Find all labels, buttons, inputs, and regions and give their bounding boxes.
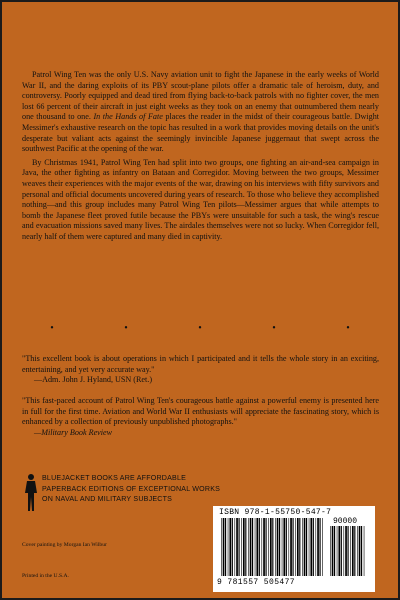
barcode-bar: [272, 518, 273, 576]
barcode-bar: [243, 518, 245, 576]
series-line-3: ON NAVAL AND MILITARY SUBJECTS: [42, 495, 173, 504]
barcode-bar: [299, 518, 300, 576]
barcode-bar: [309, 518, 310, 576]
barcode-bar: [255, 518, 256, 576]
barcode-bar: [268, 518, 269, 576]
ean-barcode: [221, 518, 325, 576]
barcode-bar: [266, 518, 267, 576]
barcode-bar: [345, 526, 347, 576]
barcode-bar: [348, 526, 349, 576]
barcode-bar: [223, 518, 225, 576]
barcode-bar: [330, 526, 331, 576]
barcode-bar: [250, 518, 252, 576]
quote-text: "This excellent book is about operations in which I participated and it tells the whole story in an exciting, entertaining, and yet very accurate way.": [22, 354, 379, 374]
addon-barcode: [330, 526, 366, 576]
barcode-bar: [283, 518, 285, 576]
barcode-bar: [322, 518, 323, 576]
barcode-bar: [232, 518, 233, 576]
review-quote-1: [22, 354, 379, 386]
barcode-bar: [279, 518, 280, 576]
printed-in-credit: Printed in the U.S.A.: [22, 573, 69, 579]
barcode-bar: [277, 518, 279, 576]
barcode-bar: [259, 518, 260, 576]
barcode-bar: [316, 518, 317, 576]
barcode-bar: [235, 518, 236, 576]
barcode-bar: [297, 518, 299, 576]
barcode-bar: [282, 518, 283, 576]
barcode-bar: [361, 526, 362, 576]
quote-attribution: —Adm. John J. Hyland, USN (Ret.): [34, 375, 153, 385]
barcode-bar: [364, 526, 365, 576]
barcode-bar: [302, 518, 303, 576]
description-text-1: Patrol Wing Ten was the only U.S. Navy aviation unit to fight the Japanese in the early weeks of World War II, and the daring exploits of its PBY scout-plane pilots offer a dramatic tale of heroism, duty, and controversy. Poorly equipped and dead tired from flying back-to-back patrols with no fighter cover, the men lost 66 percent of their aircraft in just eight weeks as they took on an enemy that outnumbered them nearly one thousand to one.: [22, 70, 379, 122]
description-text-1b: places the reader in the midst of their courageous battle. Dwight Messimer's exhaustive research on the topic has resulted in a work that provides moving details on the unit's desperate but valiant acts against the seemingly invincible Japanese juggernaut that swept across the southwest Pacific at the opening of the war.: [22, 112, 380, 154]
series-text: [42, 473, 282, 505]
barcode-bar: [352, 526, 354, 576]
barcode-bar: [252, 518, 253, 576]
book-title-inline: In the Hands of Fate: [93, 112, 163, 122]
barcode-bar: [306, 518, 307, 576]
barcode-bar: [239, 518, 240, 576]
price-code: 90000: [333, 517, 358, 526]
barcode-bar: [295, 518, 296, 576]
barcode-bar: [286, 518, 287, 576]
barcode-bar: [354, 526, 355, 576]
barcode-bar: [334, 526, 335, 576]
barcode-bar: [262, 518, 263, 576]
barcode-bar: [304, 518, 306, 576]
barcode-bar: [263, 518, 265, 576]
section-separator: • • • • •: [50, 323, 384, 334]
barcode-bar: [359, 526, 361, 576]
description-paragraph-1: [22, 70, 379, 155]
barcode-bar: [256, 518, 258, 576]
barcode-digits: 9 781557 505477: [217, 578, 296, 587]
series-line-2: PAPERBACK EDITIONS OF EXCEPTIONAL WORKS: [42, 484, 221, 493]
barcode-bar: [289, 518, 290, 576]
barcode-bar: [357, 526, 358, 576]
barcode-bar: [317, 518, 319, 576]
back-cover: [2, 2, 398, 598]
barcode-bar: [338, 526, 340, 576]
barcode-bar: [320, 518, 321, 576]
barcode-bar: [275, 518, 276, 576]
barcode-label: [213, 506, 375, 592]
barcode-bar: [290, 518, 292, 576]
quote-text: "This fast-paced account of Patrol Wing Ten's courageous battle against a powerful enemy is presented here in full for the first time. Aviation and World War II enthusiasts will appreciate the fascinating story, which is enhanced by a collection of previously unpublished photographs.": [22, 396, 379, 427]
isbn-number: ISBN 978-1-55750-547-7: [219, 508, 332, 517]
barcode-bar: [229, 518, 231, 576]
description-paragraph-2: By Christmas 1941, Patrol Wing Ten had split into two groups, one fighting an air-and-sea campaign in Java, the other fighting as infantry on Bataan and Corregidor. Moving between the two groups, Messimer weaves their experiences with the major events of the war, drawing on his interviews with fifty survivors and personal and official documents uncovered during years of research. To those who believe they accomplished nothing—and this group includes many Patrol Wing Ten pilots—Messimer argues that while attempts to bomb the Japanese fleet proved futile because the PBYs were unsuitable for such a task, the wing's rescue and evacuation missions saved many lives. The airdales themselves were not so lucky. When Corregidor fell, nearly half of them were captured and many died in captivity.: [22, 157, 379, 241]
barcode-bar: [350, 526, 351, 576]
barcode-bar: [245, 518, 246, 576]
series-line-1: BLUEJACKET BOOKS ARE AFFORDABLE: [42, 474, 187, 482]
barcode-bar: [293, 518, 294, 576]
sailor-silhouette-icon: [22, 473, 40, 513]
barcode-bar: [241, 518, 242, 576]
barcode-bar: [310, 518, 312, 576]
book-description: [22, 70, 379, 243]
barcode-bar: [341, 526, 342, 576]
cover-painting-credit: Cover painting by Morgan Ian Wilbur: [22, 542, 107, 548]
barcode-bar: [236, 518, 238, 576]
quote-attribution: —Military Book Review: [34, 427, 113, 437]
barcode-bar: [270, 518, 272, 576]
barcode-bar: [248, 518, 249, 576]
barcode-bar: [225, 518, 226, 576]
review-quote-2: [22, 396, 379, 438]
barcode-bar: [337, 526, 338, 576]
barcode-bar: [344, 526, 345, 576]
barcode-bar: [228, 518, 229, 576]
barcode-bar: [221, 518, 222, 576]
barcode-bar: [313, 518, 314, 576]
barcode-bar: [332, 526, 334, 576]
